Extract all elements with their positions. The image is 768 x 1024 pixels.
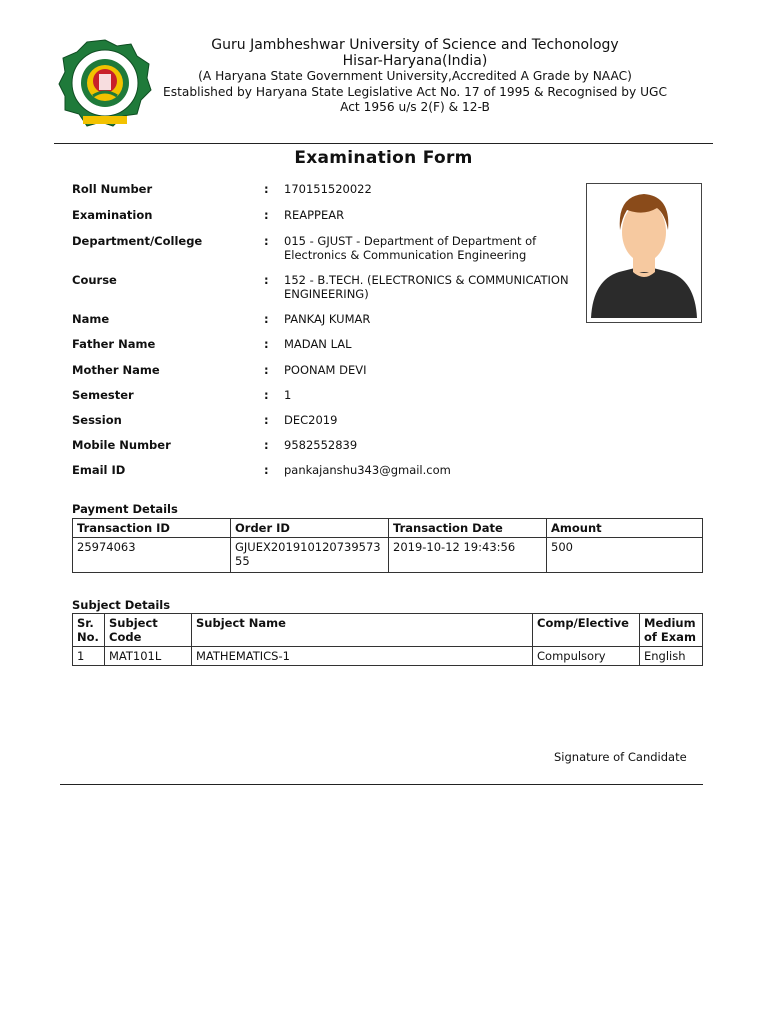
table-cell: GJUEX20191012073957355 [231, 538, 389, 573]
candidate-photo [586, 183, 702, 323]
table-cell: 1 [73, 647, 105, 666]
field-value: 170151520022 [284, 182, 372, 196]
field-value: 015 - GJUST - Department of Department of Electronics & Communication Engineering [284, 234, 537, 262]
field-label: Father Name [72, 337, 156, 351]
university-location: Hisar-Haryana(India) [342, 52, 488, 69]
table-cell: 25974063 [73, 538, 231, 573]
table-header-row [73, 519, 703, 538]
field-label: Course [72, 273, 117, 287]
field-label: Mobile Number [72, 438, 171, 452]
field-colon: : [264, 273, 269, 287]
field-label: Session [72, 413, 122, 427]
field-label: Name [72, 312, 110, 326]
field-label: Semester [72, 388, 134, 402]
university-established-line1: Established by Haryana State Legislative Act No. 17 of 1995 & Recognised by UGC [163, 84, 667, 99]
university-name: Guru Jambheshwar University of Science and Techonology [211, 37, 619, 53]
field-value: PANKAJ KUMAR [284, 312, 371, 326]
university-accreditation: (A Haryana State Government University,Accredited A Grade by NAAC) [198, 69, 632, 83]
subject-details-title: Subject Details [72, 598, 171, 612]
signature-label: Signature of Candidate [554, 750, 687, 764]
table-cell: MATHEMATICS-1 [192, 647, 533, 666]
field-label: Department/College [72, 234, 203, 248]
table-header-cell: Subject Name [192, 614, 533, 647]
field-colon: : [264, 182, 269, 196]
field-colon: : [264, 234, 269, 248]
field-value: DEC2019 [284, 413, 338, 427]
field-colon: : [264, 312, 269, 326]
payment-details-title: Payment Details [72, 502, 178, 516]
table-header-cell: Amount [547, 519, 703, 538]
table-header-row [73, 614, 703, 647]
field-colon: : [264, 208, 269, 222]
field-label: Email ID [72, 463, 126, 477]
table-row [73, 647, 703, 666]
field-label: Mother Name [72, 363, 160, 377]
field-colon: : [264, 363, 269, 377]
table-cell: 2019-10-12 19:43:56 [389, 538, 547, 573]
field-label: Examination [72, 208, 153, 222]
field-value: MADAN LAL [284, 337, 352, 351]
table-header-cell: Order ID [231, 519, 389, 538]
table-cell: English [640, 647, 703, 666]
table-header-cell: Comp/Elective [533, 614, 640, 647]
table-cell: MAT101L [105, 647, 192, 666]
field-value: POONAM DEVI [284, 363, 367, 377]
subject-table [72, 613, 703, 666]
table-header-cell: Transaction Date [389, 519, 547, 538]
footer-divider [60, 784, 703, 785]
table-cell: Compulsory [533, 647, 640, 666]
table-header-cell: Subject Code [105, 614, 192, 647]
field-colon: : [264, 438, 269, 452]
field-value: 152 - B.TECH. (ELECTRONICS & COMMUNICATION ENGINEERING) [284, 273, 569, 301]
table-header-cell: Transaction ID [73, 519, 231, 538]
field-value: 1 [284, 388, 292, 402]
university-details [150, 38, 680, 116]
field-colon: : [264, 413, 269, 427]
form-title: Examination Form [294, 148, 473, 168]
table-row [73, 538, 703, 573]
payment-table [72, 518, 703, 573]
field-value: REAPPEAR [284, 208, 345, 222]
header-divider [54, 143, 713, 144]
university-header [0, 30, 768, 130]
university-established-line2: Act 1956 u/s 2(F) & 12-B [340, 100, 490, 114]
field-label: Roll Number [72, 182, 153, 196]
table-header-cell: Medium of Exam [640, 614, 703, 647]
field-value: 9582552839 [284, 438, 358, 452]
university-logo [57, 38, 153, 128]
field-colon: : [264, 463, 269, 477]
field-value: pankajanshu343@gmail.com [284, 463, 451, 477]
table-header-cell: Sr. No. [73, 614, 105, 647]
field-colon: : [264, 337, 269, 351]
field-colon: : [264, 388, 269, 402]
table-cell: 500 [547, 538, 703, 573]
